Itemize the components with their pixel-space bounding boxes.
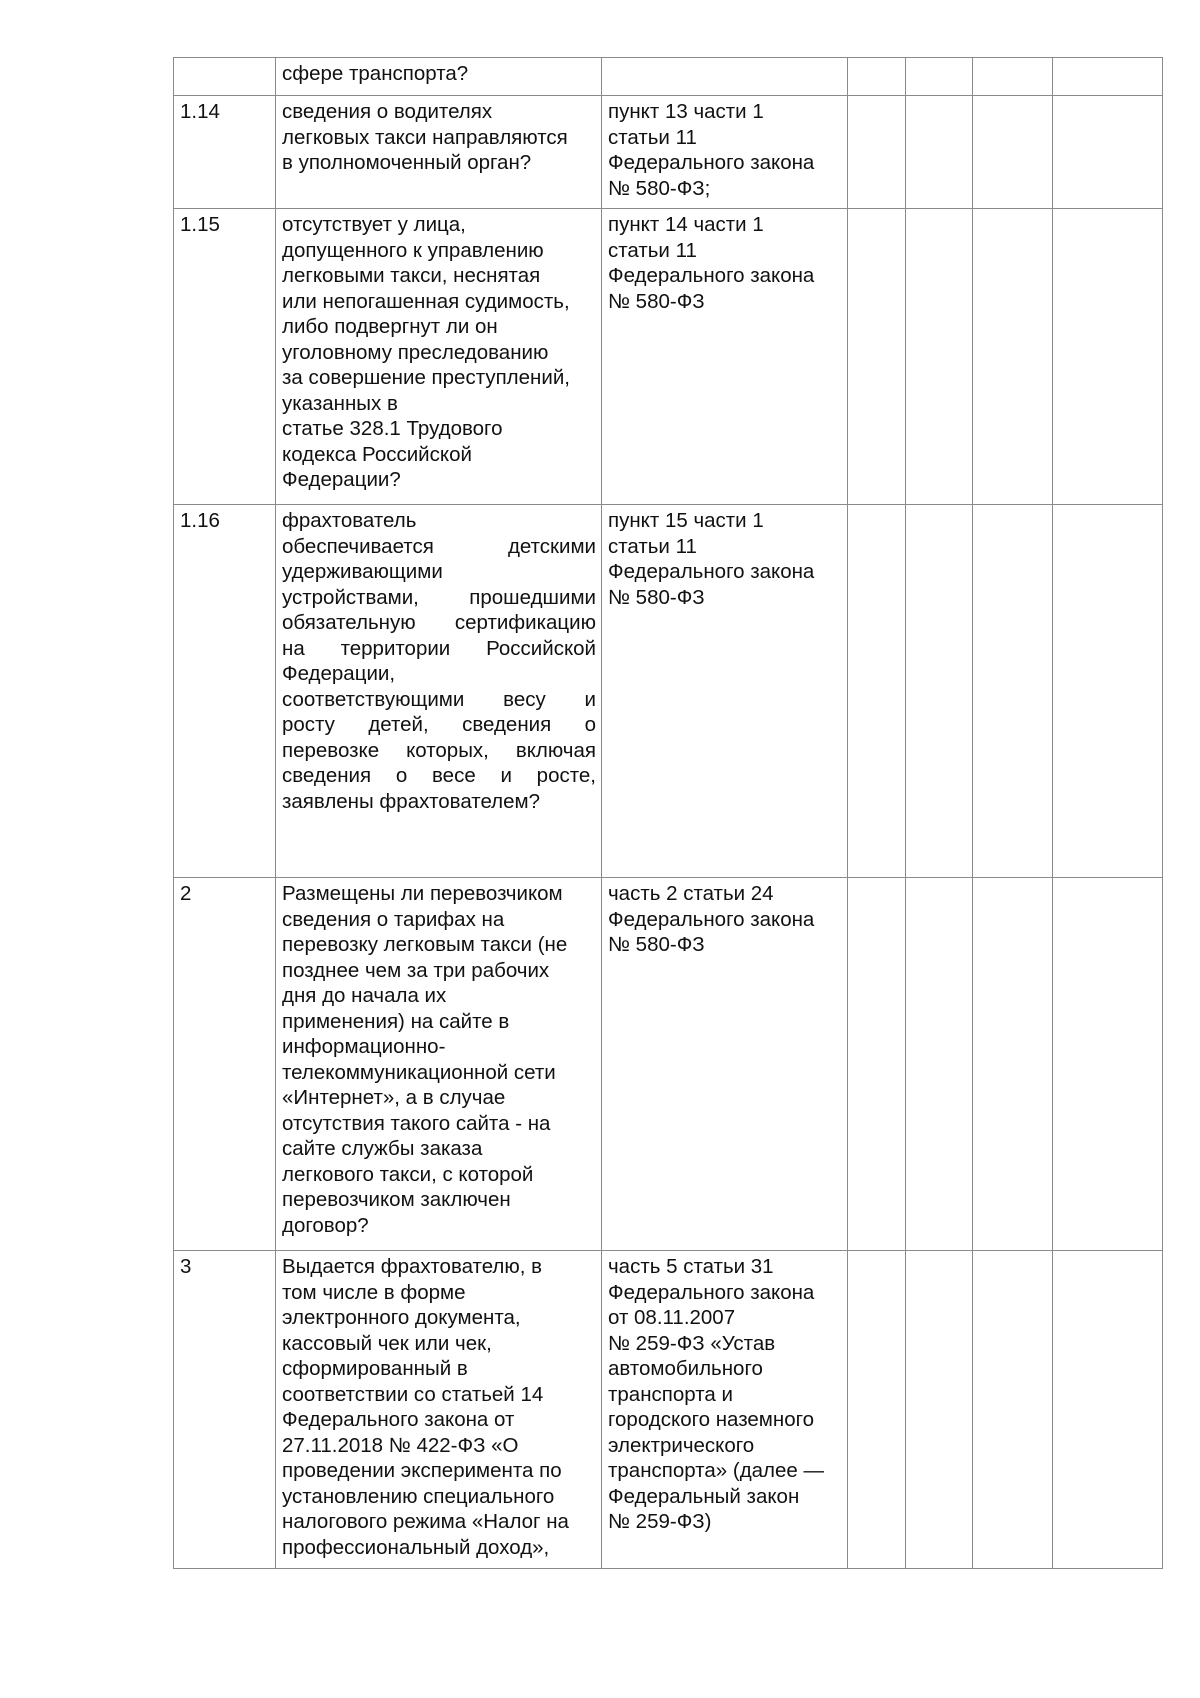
question-line: установлению специального <box>282 1484 555 1508</box>
basis-line: № 580-ФЗ <box>608 585 705 609</box>
question-line: кодекса Российской <box>282 442 472 466</box>
table-row <box>174 878 1163 1251</box>
row-number: 1.15 <box>174 209 276 505</box>
empty-cell <box>1053 505 1163 878</box>
basis-line: № 259-ФЗ «Устав <box>608 1331 776 1355</box>
question-cell <box>276 505 602 878</box>
question-line: сведения о весе и росте, <box>282 764 596 787</box>
empty-cell <box>848 209 906 505</box>
empty-cell <box>1053 878 1163 1251</box>
empty-cell <box>1053 209 1163 505</box>
question-line: Федерации, <box>282 662 396 685</box>
question-line: либо подвергнут ли он <box>282 315 498 338</box>
question-line: легкового такси, с которой <box>282 1162 534 1186</box>
question-line: сведения о водителях <box>282 100 493 123</box>
question-line: сайте службы заказа <box>282 1137 483 1160</box>
basis-cell <box>602 96 848 209</box>
empty-cell <box>848 878 906 1251</box>
basis-cell <box>602 1251 848 1569</box>
question-line: дня до начала их <box>282 984 447 1007</box>
row-number: 1.16 <box>174 505 276 878</box>
basis-cell <box>602 58 848 96</box>
empty-cell <box>973 96 1053 209</box>
question-line: Федерального закона от <box>282 1408 515 1431</box>
question-line: применения) на сайте в <box>282 1009 510 1033</box>
question-line: электронного документа, <box>282 1306 521 1329</box>
basis-line: статьи 11 <box>608 238 697 262</box>
empty-cell <box>906 1251 973 1569</box>
basis-cell <box>602 505 848 878</box>
question-line: легковыми такси, неснятая <box>282 264 541 287</box>
basis-line: статьи 11 <box>608 125 697 149</box>
question-line: росту детей, сведения о <box>282 713 596 736</box>
question-line: перевозку легковым такси (не <box>282 933 568 956</box>
empty-cell <box>973 1251 1053 1569</box>
basis-line: пункт 15 части 1 <box>608 509 764 532</box>
question-line: 27.11.2018 № 422-ФЗ «О <box>282 1433 519 1457</box>
basis-line: Федерального закона <box>608 1280 815 1304</box>
question-line: фрахтователь <box>282 509 417 532</box>
question-line: сфере транспорта? <box>282 62 469 85</box>
empty-cell <box>906 209 973 505</box>
empty-cell <box>973 58 1053 96</box>
table-row <box>174 96 1163 209</box>
basis-line: транспорта и <box>608 1382 733 1406</box>
question-line: сформированный в <box>282 1357 468 1380</box>
basis-line: пункт 13 части 1 <box>608 100 764 123</box>
question-line: информационно- <box>282 1035 446 1058</box>
basis-line: часть 2 статьи 24 <box>608 882 774 905</box>
question-line: «Интернет», а в случае <box>282 1086 506 1109</box>
question-line: соответствии со статьей 14 <box>282 1382 544 1406</box>
table-row <box>174 505 1163 878</box>
question-line: перевозке которых, включая <box>282 738 596 762</box>
question-line: соответствующими весу и <box>282 687 596 711</box>
basis-line: Федерального закона <box>608 907 815 931</box>
basis-line: транспорта» (далее — <box>608 1459 825 1482</box>
table-row <box>174 1251 1163 1569</box>
empty-cell <box>848 505 906 878</box>
question-line: том числе в форме <box>282 1280 466 1304</box>
basis-line: № 580-ФЗ; <box>608 176 711 200</box>
question-cell <box>276 878 602 1251</box>
question-cell <box>276 209 602 505</box>
empty-cell <box>1053 1251 1163 1569</box>
question-line: Выдается фрахтователю, в <box>282 1255 543 1278</box>
question-line: сведения о тарифах на <box>282 907 505 931</box>
empty-cell <box>906 96 973 209</box>
question-line: телекоммуникационной сети <box>282 1060 556 1084</box>
question-line: или непогашенная судимость, <box>282 289 570 313</box>
empty-cell <box>848 1251 906 1569</box>
question-line: допущенного к управлению <box>282 238 544 262</box>
empty-cell <box>906 58 973 96</box>
basis-line: статьи 11 <box>608 534 697 558</box>
question-cell <box>276 1251 602 1569</box>
basis-cell <box>602 878 848 1251</box>
basis-line: автомобильного <box>608 1357 763 1380</box>
question-line: отсутствия такого сайта - на <box>282 1111 551 1135</box>
basis-line: Федерального закона <box>608 560 815 583</box>
basis-line: № 580-ФЗ <box>608 933 705 956</box>
question-line: кассовый чек или чек, <box>282 1331 492 1355</box>
row-number: 3 <box>174 1251 276 1569</box>
row-number <box>174 58 276 96</box>
question-line: обязательную сертификацию <box>282 611 596 634</box>
empty-cell <box>973 505 1053 878</box>
basis-line: № 580-ФЗ <box>608 289 705 313</box>
basis-line: Федеральный закон <box>608 1484 800 1508</box>
question-line: на территории Российской <box>282 636 596 660</box>
question-line: статье 328.1 Трудового <box>282 417 503 440</box>
basis-cell <box>602 209 848 505</box>
question-line: уголовному преследованию <box>282 340 549 364</box>
question-line: перевозчиком заключен <box>282 1188 511 1211</box>
question-line: за совершение преступлений, <box>282 366 570 389</box>
empty-cell <box>848 96 906 209</box>
basis-line: городского наземного <box>608 1408 815 1431</box>
question-line: указанных в <box>282 391 398 415</box>
basis-line: часть 5 статьи 31 <box>608 1255 774 1278</box>
question-cell <box>276 96 602 209</box>
basis-line: № 259-ФЗ) <box>608 1510 712 1533</box>
question-line: обеспечивается детскими <box>282 534 596 558</box>
empty-cell <box>906 505 973 878</box>
basis-line: от 08.11.2007 <box>608 1306 736 1329</box>
question-line: позднее чем за три рабочих <box>282 958 550 982</box>
empty-cell <box>1053 58 1163 96</box>
empty-cell <box>906 878 973 1251</box>
empty-cell <box>973 878 1053 1251</box>
row-number: 2 <box>174 878 276 1251</box>
question-line: налогового режима «Налог на <box>282 1510 569 1533</box>
table-row <box>174 58 1163 96</box>
question-line: профессиональный доход», <box>282 1535 550 1559</box>
row-number: 1.14 <box>174 96 276 209</box>
question-line: договор? <box>282 1213 369 1237</box>
empty-cell <box>848 58 906 96</box>
checklist-table <box>173 57 1163 1569</box>
basis-line: электрического <box>608 1433 755 1457</box>
question-line: легковых такси направляются <box>282 125 568 149</box>
question-line: устройствами, прошедшими <box>282 585 596 609</box>
question-line: отсутствует у лица, <box>282 213 466 236</box>
basis-line: Федерального закона <box>608 151 815 174</box>
question-line: Федерации? <box>282 468 401 491</box>
empty-cell <box>973 209 1053 505</box>
table-row <box>174 209 1163 505</box>
empty-cell <box>1053 96 1163 209</box>
question-line: проведении эксперимента по <box>282 1459 562 1482</box>
question-line: удерживающими <box>282 560 443 583</box>
question-line: заявлены фрахтователем? <box>282 789 541 813</box>
question-line: в уполномоченный орган? <box>282 151 532 174</box>
basis-line: Федерального закона <box>608 264 815 287</box>
question-line: Размещены ли перевозчиком <box>282 882 563 905</box>
question-cell <box>276 58 602 96</box>
basis-line: пункт 14 части 1 <box>608 213 764 236</box>
